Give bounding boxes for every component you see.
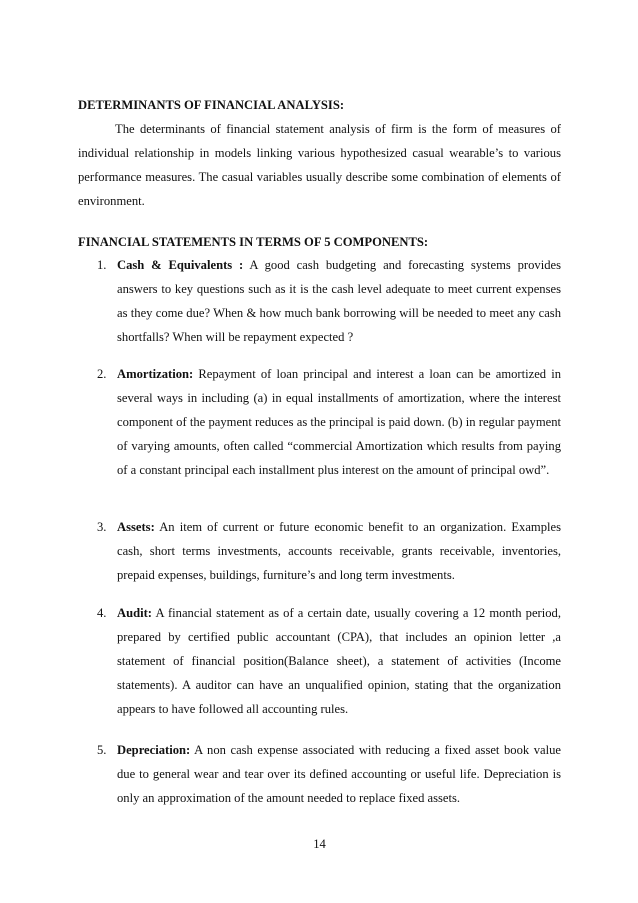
- list-item-term: Amortization:: [117, 367, 194, 381]
- list-item-body: [117, 362, 561, 482]
- section-heading-determinants: DETERMINANTS OF FINANCIAL ANALYSIS:: [78, 98, 345, 112]
- document-page: [78, 0, 561, 903]
- list-item-number: 3.: [97, 520, 107, 534]
- list-item-text: Repayment of loan principal and interest a loan can be amortized in several ways in including (a) in equal installments of amortization, where the interest component of the payment reduces as the principal is paid down. (b) in regular payment of varying amounts, often called “commercial Amortization which results from paying of a constant principal each installment plus interest on the amount of principal owd”.: [117, 367, 561, 477]
- section-heading-financial-statements: FINANCIAL STATEMENTS IN TERMS OF 5 COMPONENTS:: [78, 235, 429, 249]
- page-number: 14: [313, 837, 326, 851]
- list-item-text: A financial statement as of a certain date, usually covering a 12 month period, prepared by certified public accountant (CPA), that includes an opinion letter ,a statement of financial position(Balance sheet), a statement of activities (Income statements). A auditor can have an unqualified opinion, stating that the organization appears to have followed all accounting rules.: [117, 606, 561, 716]
- determinants-paragraph: [78, 117, 561, 213]
- list-item-body: [117, 601, 561, 721]
- list-item-text: A non cash expense associated with reducing a fixed asset book value due to general wear and tear over its defined accounting or useful life. Depreciation is only an approximation of the amount needed to replace fixed assets.: [117, 743, 561, 805]
- list-item-number: 5.: [97, 743, 107, 757]
- list-item-term: Cash & Equivalents :: [117, 258, 244, 272]
- list-item-number: 2.: [97, 367, 107, 381]
- list-item-number: 1.: [97, 258, 107, 272]
- list-item-term: Depreciation:: [117, 743, 191, 757]
- list-item-number: 4.: [97, 606, 107, 620]
- list-item-body: [117, 515, 561, 587]
- list-item-text: An item of current or future economic benefit to an organization. Examples cash, short terms investments, accounts receivable, grants receivable, inventories, prepaid expenses, buildings, furniture’s and long term investments.: [117, 520, 561, 582]
- determinants-paragraph-text: The determinants of financial statement analysis of firm is the form of measures of individual relationship in models linking various hypothesized casual wearable’s to various performance measures. The casual variables usually describe some combination of elements of environment.: [78, 122, 561, 208]
- list-item-term: Audit:: [117, 606, 152, 620]
- list-item-body: [117, 253, 561, 349]
- list-item-term: Assets:: [117, 520, 155, 534]
- list-item-text: A good cash budgeting and forecasting systems provides answers to key questions such as it is the cash level adequate to meet current expenses as they come due? When & how much bank borrowing will be needed to meet any cash shortfalls? When will be repayment expected ?: [117, 258, 561, 344]
- list-item-body: [117, 738, 561, 810]
